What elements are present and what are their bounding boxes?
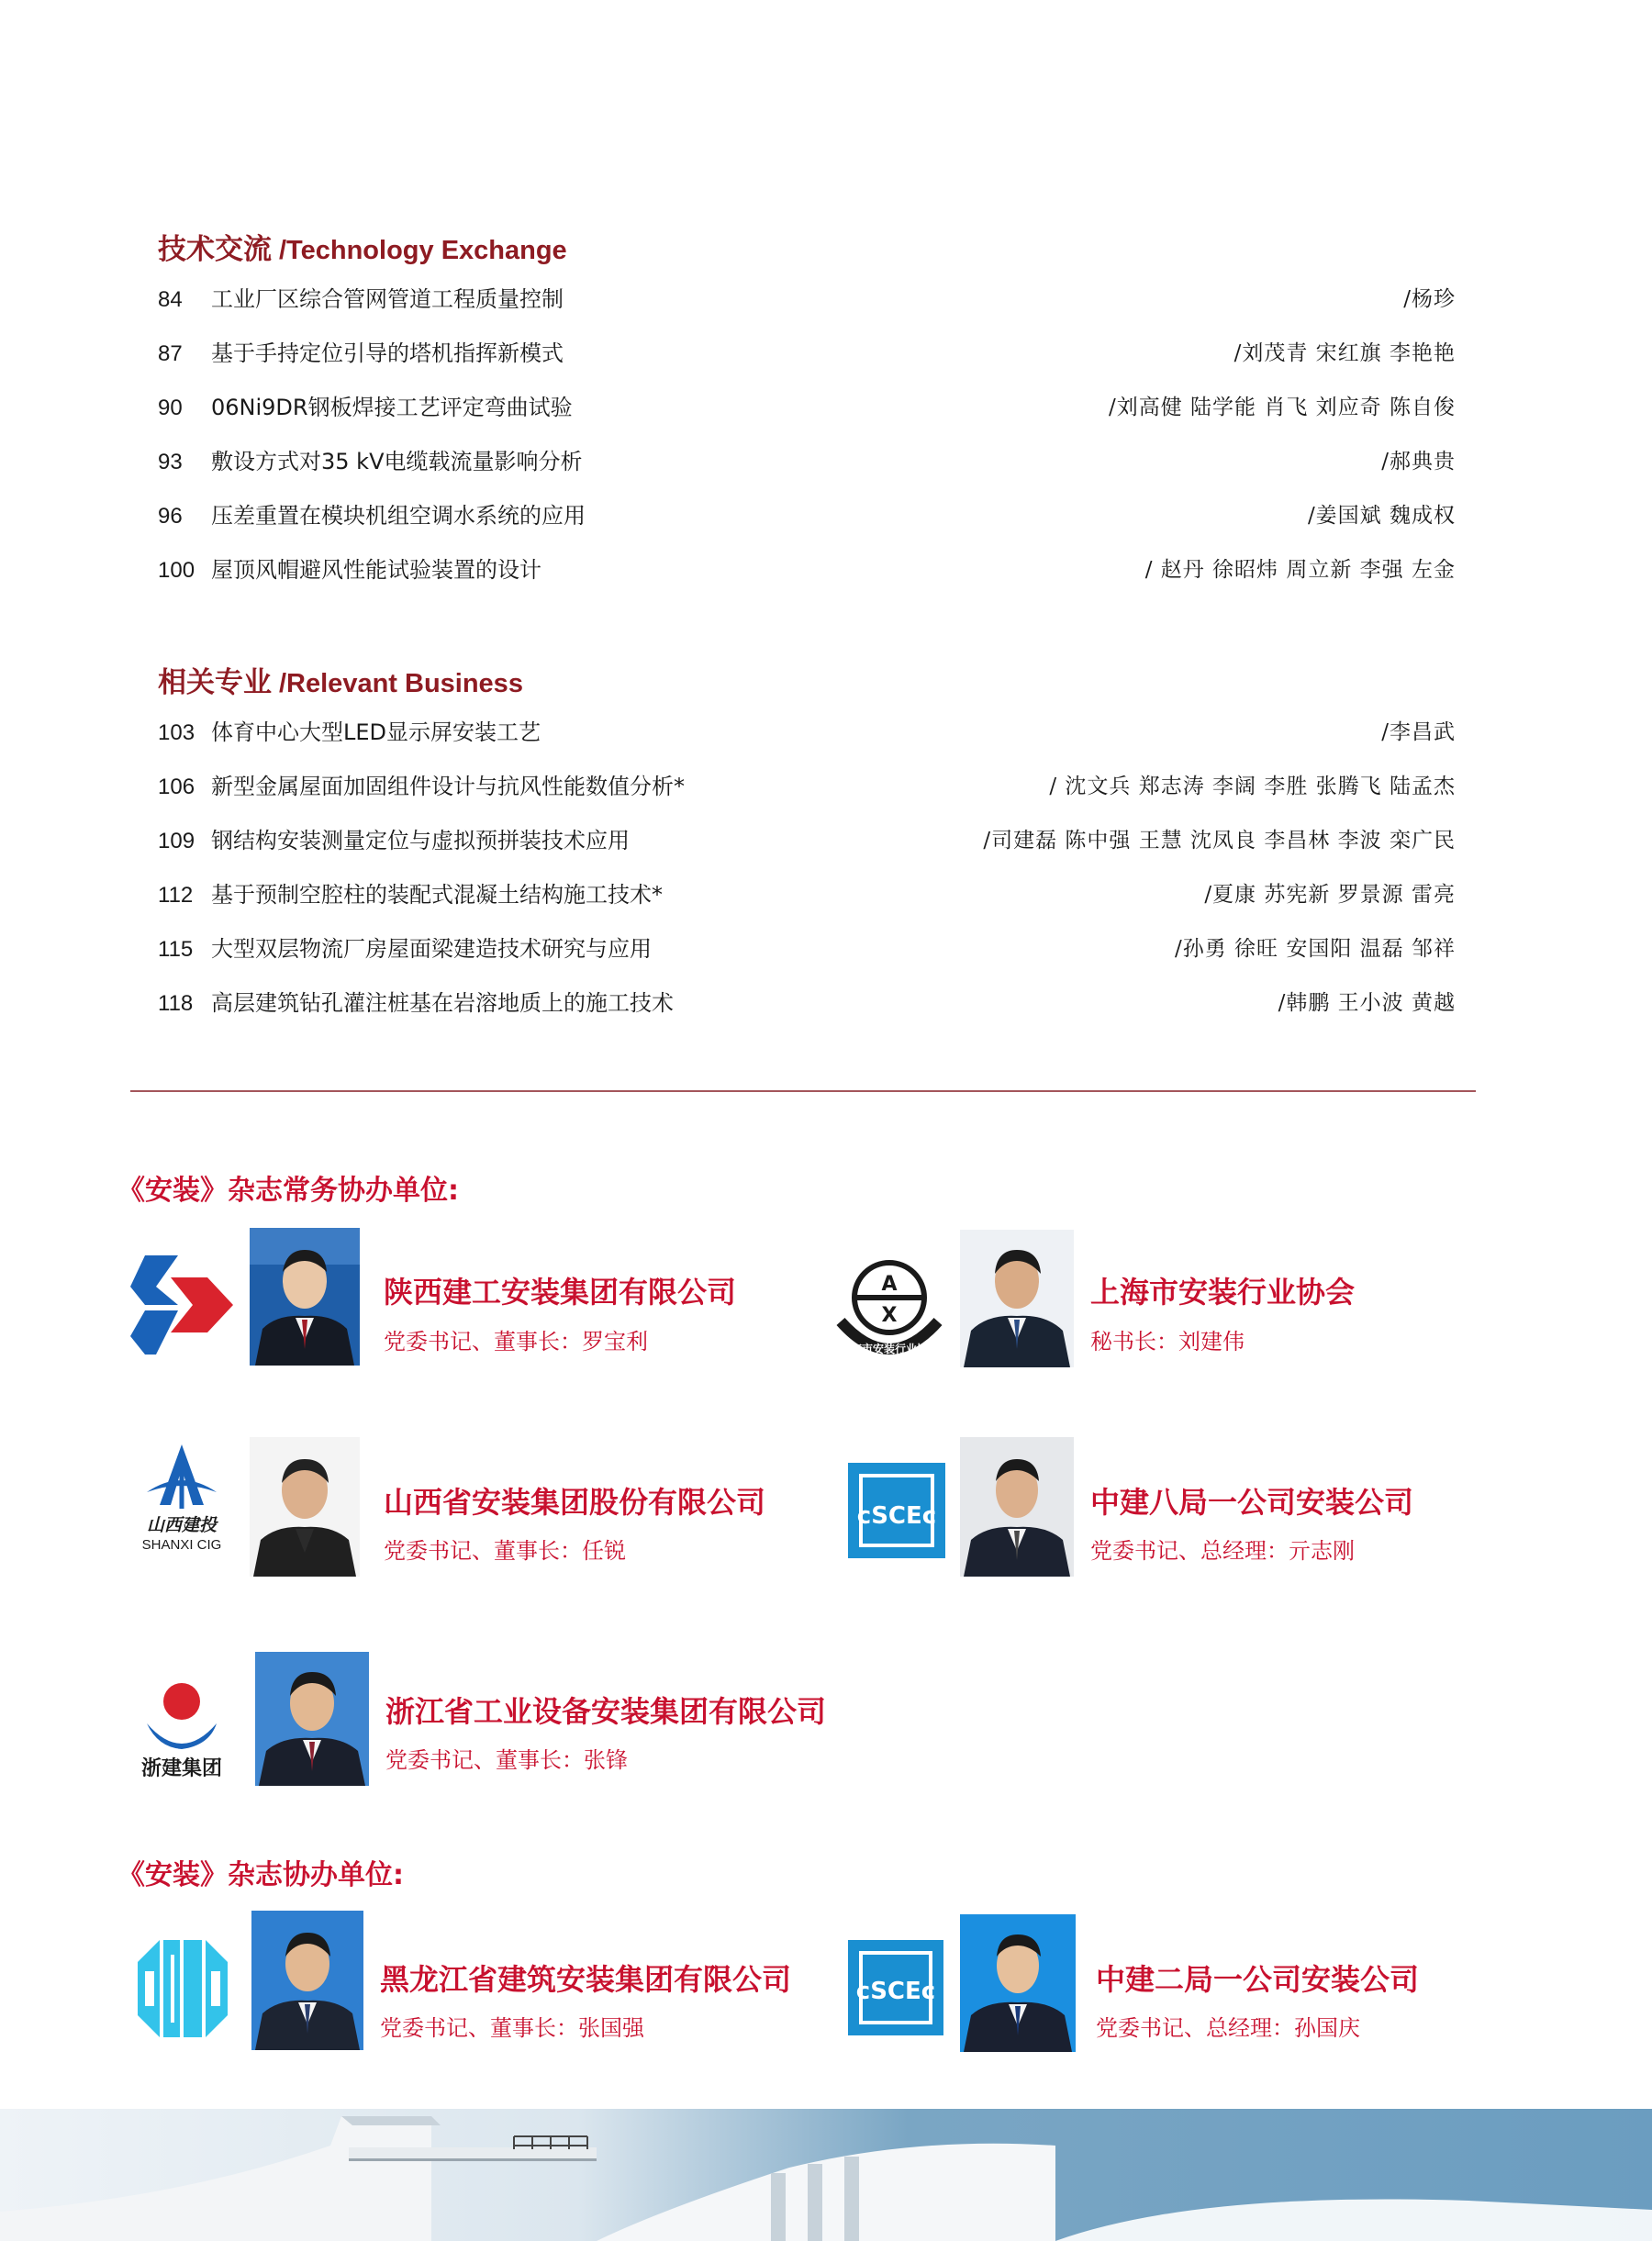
shanghai-association-logo: [832, 1255, 947, 1362]
section-divider: [130, 1090, 1476, 1092]
portrait-photo: [255, 1652, 369, 1786]
company-name: 山西省安装集团股份有限公司: [384, 1485, 766, 1520]
toc-page: 115: [158, 937, 194, 962]
toc-title: 压差重置在模块机组空调水系统的应用: [211, 503, 586, 529]
toc-tech: [158, 273, 1456, 597]
toc-page: 118: [158, 991, 194, 1016]
toc-page: 109: [158, 829, 195, 853]
portrait-photo: [960, 1914, 1076, 2052]
toc-title: 工业厂区综合管网管道工程质量控制: [211, 286, 564, 312]
toc-title: 屋顶风帽避风性能试验装置的设计: [211, 557, 541, 583]
toc-authors: /郝典贵: [1381, 450, 1456, 474]
portrait-photo: [251, 1911, 363, 2050]
toc-page: 90: [158, 396, 183, 420]
toc-page: 96: [158, 504, 183, 529]
company-name: 上海市安装行业协会: [1090, 1275, 1356, 1310]
toc-title: 基于手持定位引导的塔机指挥新模式: [211, 340, 564, 366]
toc-row[interactable]: [158, 273, 1456, 327]
toc-authors: /刘高健 陆学能 肖飞 刘应奇 陈自俊: [1109, 396, 1456, 419]
cscec-logo: [848, 1463, 945, 1558]
toc-title: 新型金属屋面加固组件设计与抗风性能数值分析*: [211, 774, 685, 799]
toc-row[interactable]: [158, 922, 1456, 976]
portrait-photo: [960, 1230, 1074, 1367]
company-role: 党委书记、董事长：罗宝利: [384, 1329, 648, 1355]
toc-page: 106: [158, 775, 195, 799]
toc-authors: /杨珍: [1403, 287, 1456, 311]
company-name: 黑龙江省建筑安装集团有限公司: [380, 1962, 792, 1997]
toc-authors: /李昌武: [1381, 720, 1456, 744]
cscec-text: cSCEc: [856, 1502, 937, 1530]
toc-relevant: [158, 706, 1456, 1031]
section-title-relevant: [158, 659, 523, 700]
company-role: 党委书记、董事长：张国强: [380, 2015, 644, 2041]
toc-title: 基于预制空腔柱的装配式混凝土结构施工技术*: [211, 882, 663, 908]
zhejiang-jianjiang-logo: [128, 1672, 235, 1780]
zhejiang-logo-text: 浙建集团: [140, 1757, 223, 1780]
section-title-tech-en: /Technology Exchange: [279, 236, 567, 265]
toc-row[interactable]: [158, 760, 1456, 814]
svg-text:X: X: [881, 1304, 898, 1327]
shanghai-ring-text: 上海市安装行业协会: [839, 1343, 940, 1355]
building-banner-image: [0, 2109, 1652, 2241]
toc-authors: /韩鹏 王小波 黄越: [1278, 991, 1456, 1015]
toc-title: 高层建筑钻孔灌注桩基在岩溶地质上的施工技术: [211, 990, 674, 1016]
portrait-photo: [250, 1437, 360, 1577]
toc-row[interactable]: [158, 327, 1456, 381]
toc-title: 体育中心大型LED显示屏安装工艺: [211, 719, 541, 745]
cscec-logo: [848, 1940, 943, 2035]
company-role: 党委书记、董事长：任锐: [384, 1538, 626, 1564]
sponsors-sub-heading: 《安装》杂志协办单位:: [117, 1859, 404, 1891]
toc-row[interactable]: [158, 489, 1456, 543]
section-title-tech: [158, 226, 567, 267]
svg-text:A: A: [881, 1273, 898, 1296]
toc-page: 87: [158, 341, 183, 366]
toc-page: 93: [158, 450, 183, 474]
hlj-logo-text: CHCI: [183, 2041, 185, 2042]
toc-row[interactable]: [158, 706, 1456, 760]
company-name: 中建二局一公司安装公司: [1096, 1962, 1420, 1997]
toc-page: 84: [158, 287, 183, 312]
toc-authors: / 赵丹 徐昭炜 周立新 李强 左金: [1144, 558, 1456, 582]
company-role: 党委书记、总经理：亓志刚: [1090, 1538, 1355, 1564]
toc-row[interactable]: [158, 381, 1456, 435]
toc-row[interactable]: [158, 814, 1456, 868]
company-role: 秘书长：刘建伟: [1090, 1329, 1245, 1355]
portrait-photo: [250, 1228, 360, 1366]
company-role: 党委书记、总经理：孙国庆: [1096, 2015, 1360, 2041]
toc-title: 敷设方式对35 kV电缆载流量影响分析: [211, 449, 583, 474]
company-name: 中建八局一公司安装公司: [1090, 1485, 1414, 1520]
company-name: 浙江省工业设备安装集团有限公司: [385, 1694, 827, 1729]
toc-authors: / 沈文兵 郑志涛 李阔 李胜 张腾飞 陆孟杰: [1049, 775, 1456, 798]
toc-authors: /姜国斌 魏成权: [1307, 504, 1456, 528]
toc-authors: /孙勇 徐旺 安国阳 温磊 邹祥: [1175, 937, 1456, 961]
section-title-relevant-cn: 相关专业: [158, 666, 272, 699]
toc-title: 大型双层物流厂房屋面梁建造技术研究与应用: [211, 936, 652, 962]
toc-row[interactable]: [158, 435, 1456, 489]
toc-page: 112: [158, 883, 194, 908]
toc-page: 100: [158, 558, 195, 583]
shanxi-cig-logo: [127, 1441, 237, 1555]
toc-title: 06Ni9DR钢板焊接工艺评定弯曲试验: [211, 395, 573, 420]
shanxi-logo-cn: 山西建投: [146, 1515, 218, 1535]
toc-authors: /司建磊 陈中强 王慧 沈凤良 李昌林 李波 栾广民: [983, 829, 1456, 853]
section-title-tech-cn: 技术交流: [158, 233, 272, 266]
toc-title: 钢结构安装测量定位与虚拟预拼装技术应用: [211, 828, 630, 853]
sponsors-main-heading: 《安装》杂志常务协办单位:: [117, 1175, 459, 1207]
toc-authors: /刘茂青 宋红旗 李艳艳: [1233, 341, 1456, 365]
company-role: 党委书记、董事长：张锋: [385, 1747, 628, 1773]
toc-row[interactable]: [158, 543, 1456, 597]
company-name: 陕西建工安装集团有限公司: [384, 1275, 737, 1310]
toc-page: 103: [158, 720, 195, 745]
section-title-relevant-en: /Relevant Business: [279, 669, 523, 698]
cscec-text: cSCEc: [855, 1978, 936, 2005]
heilongjiang-logo: [132, 1934, 233, 2043]
toc-authors: /夏康 苏宪新 罗景源 雷亮: [1204, 883, 1456, 907]
portrait-photo: [960, 1437, 1074, 1577]
shanxi-logo-en: SHANXI CIG: [141, 1537, 222, 1553]
toc-row[interactable]: [158, 976, 1456, 1031]
toc-row[interactable]: [158, 868, 1456, 922]
shaanxi-jiangong-logo: [130, 1250, 237, 1360]
